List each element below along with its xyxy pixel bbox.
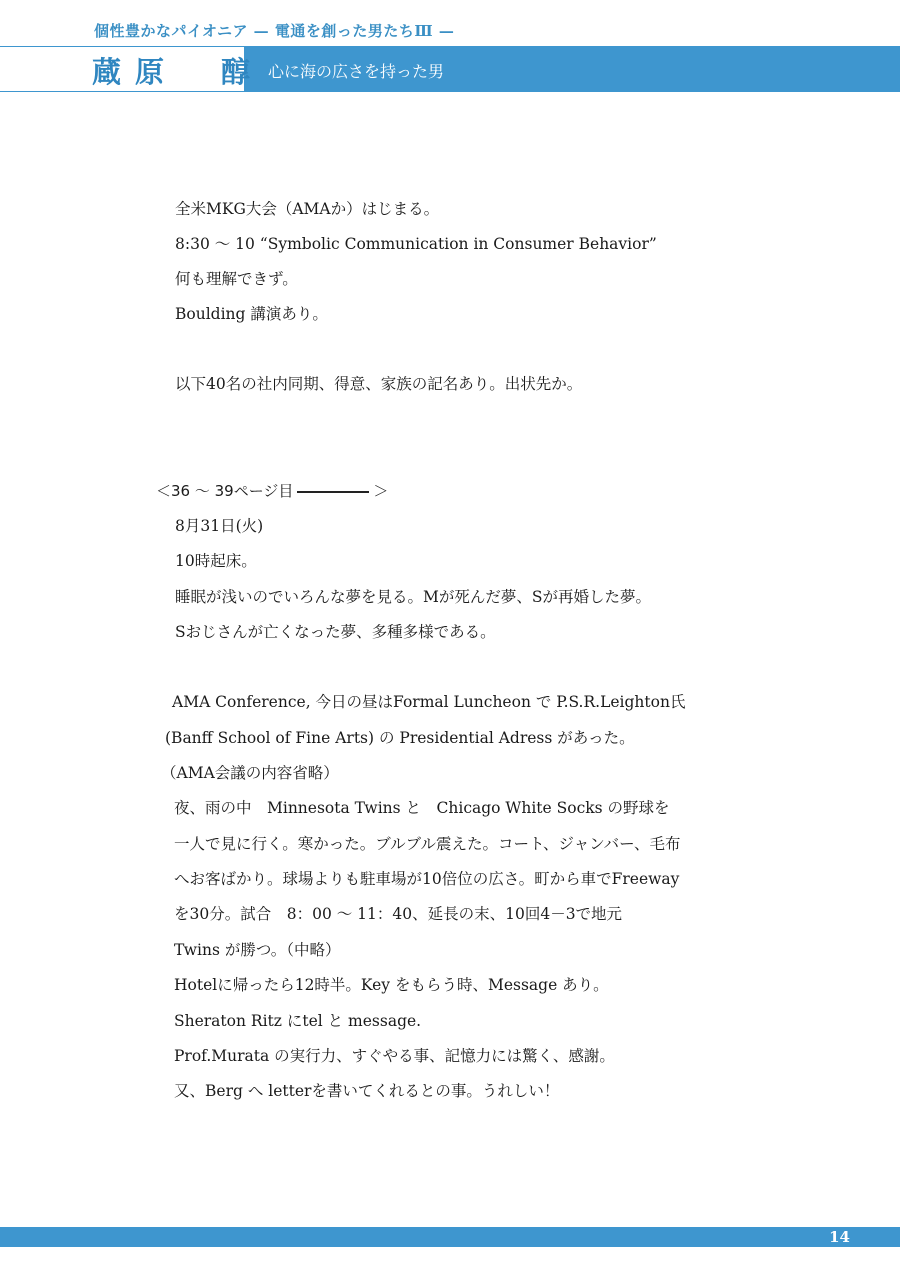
diary-line: 8:30 ～ 10 “Symbolic Communication in Consumer Behavior” xyxy=(175,235,657,253)
diary-line: AMA Conference, 今日の昼はFormal Luncheon で P.S.R.Leighton氏 xyxy=(172,693,686,711)
section-label: ＜36 ～ 39ページ目 xyxy=(156,482,294,500)
diary-line: 全米MKG大会（AMAか）はじまる。 xyxy=(175,200,440,218)
footer-band xyxy=(0,1227,900,1247)
section-heading xyxy=(156,481,388,501)
diary-line: Twins が勝つ。（中略） xyxy=(174,941,341,959)
diary-line: Prof.Murata の実行力、すぐやる事、記憶力には驚く、感謝。 xyxy=(174,1047,615,1065)
diary-line: 夜、雨の中 Minnesota Twins と Chicago White Socks の野球を xyxy=(174,799,670,817)
section-dash xyxy=(297,491,369,493)
diary-line: 何も理解できず。 xyxy=(175,270,298,288)
section-close-bracket: ＞ xyxy=(373,482,389,500)
diary-line: Sheraton Ritz にtel と message. xyxy=(174,1012,422,1030)
diary-line: 一人で見に行く。寒かった。ブルブル震えた。コート、ジャンバー、毛布 xyxy=(174,835,681,853)
article-subtitle: 心に海の広さを持った男 xyxy=(268,62,445,81)
diary-line: 又、Berg へ letterを書いてくれるとの事。うれしい！ xyxy=(174,1082,560,1100)
diary-line: Hotelに帰ったら12時半。Key をもらう時、Message あり。 xyxy=(174,976,609,994)
diary-line: Boulding 講演あり。 xyxy=(175,305,328,323)
diary-line: Sおじさんが亡くなった夢、多種多様である。 xyxy=(175,623,496,641)
diary-line: （AMA会議の内容省略） xyxy=(161,764,339,782)
name-box xyxy=(0,46,265,92)
diary-line: へお客ばかり。球場よりも駐車場が10倍位の広さ。町から車でFreeway xyxy=(174,870,680,888)
title-band xyxy=(0,46,900,92)
diary-line: 以下40名の社内同期、得意、家族の記名あり。出状先か。 xyxy=(175,375,583,393)
person-name: 蔵原 醇 xyxy=(92,55,265,89)
diary-line: 8月31日(火) xyxy=(175,517,264,535)
diary-line: (Banff School of Fine Arts) の Presidential Adress があった。 xyxy=(165,729,635,747)
diary-line: 10時起床。 xyxy=(175,552,257,570)
page-number: 14 xyxy=(829,1228,850,1246)
series-title: 個性豊かなパイオニア — 電通を創った男たちⅢ — xyxy=(94,22,455,40)
diary-line: 睡眠が浅いのでいろんな夢を見る。Mが死んだ夢、Sが再婚した夢。 xyxy=(175,588,651,606)
diary-line: を30分。試合 8：00 ～ 11：40、延長の末、10回4－3で地元 xyxy=(174,905,623,923)
